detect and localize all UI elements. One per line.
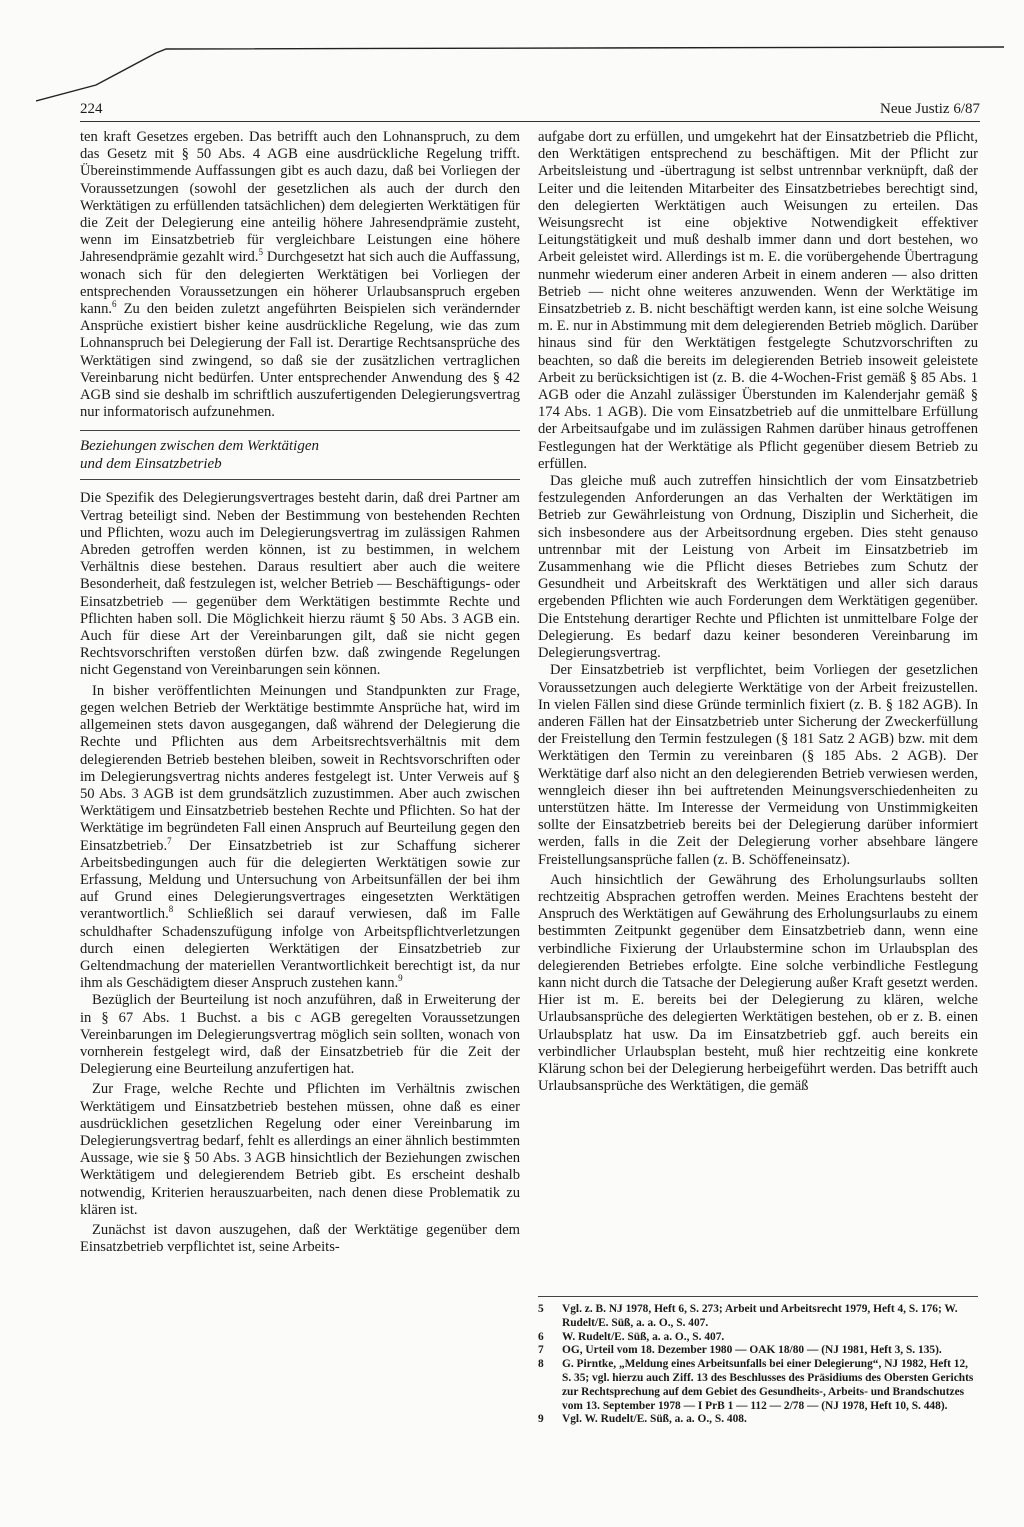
paragraph: Bezüglich der Beurteilung ist noch anzuführen, daß in Erweiterung der in § 67 Abs. 1 Buchst. a bis c AGB geregelten Voraussetzungen Vereinbarungen im Delegierungsvertrag möglich sein sollten, wonach von vornherein festgelegt wird, daß der Einsatzbetrieb für die Zeit der Delegierung eine Beurteilung anzufertigen hat.	[80, 992, 520, 1078]
footnote-ref[interactable]: 5	[258, 247, 263, 258]
paragraph: In bisher veröffentlichten Meinungen und Standpunkten zur Frage, gegen welchen Betrieb der Werktätige bestimmte Ansprüche hat, wird im allgemeinen stets davon ausgegangen, daß während der Delegierung die Rechte und Pflichten aus dem Arbeitsrechtsverhältnis mit dem delegierenden Betrieb bestehen bleiben, soweit in Rechtsvorschriften oder im Delegierungsvertrag nichts anderes festgelegt ist. Unter Verweis auf § 50 Abs. 3 AGB ist dem grundsätzlich zuzustimmen. Aber auch zwischen Werktätigem und Einsatzbetrieb bestehen Rechte und Pflichten. So hat der Werktätige im begründeten Fall einen Anspruch auf Beurteilung gegen den Einsatzbetrieb.$^7$ Der Einsatzbetrieb ist zur Schaffung sicherer Arbeitsbedingungen auch für die delegierten Werktätigen sowie zur Erfassung, Meldung und Untersuchung von Arbeitsunfällen der bei ihm auf Grund eines Delegierungsvertrages eingesetzten Werktätigen verantwortlich.$^8$ Schließlich sei darauf verwiesen, daß im Falle schuldhafter Schadenszufügung infolge von Arbeitspflichtverletzungen durch einen delegierten Werktätigen der Einsatzbetrieb zur Geltendmachung der materiellen Verantwortlichkeit berechtigt ist, da nur ihm als Geschädigtem dieser Anspruch zustehen kann.$^9$	[80, 682, 520, 992]
page-header	[80, 101, 980, 121]
footnote: 6 W. Rudelt/E. Süß, a. a. O., S. 407.	[538, 1330, 725, 1343]
section-rule	[80, 479, 520, 480]
right-column	[538, 129, 978, 1095]
scan-edge-line	[36, 43, 1004, 103]
paragraph: aufgabe dort zu erfüllen, und umgekehrt hat der Einsatzbetrieb die Pflicht, den Werktätigen entsprechend zu beschäftigen. Mit der Pflicht zur Arbeitsleistung und -übertragung ist selbst untrennbar verknüpft, daß der Leiter und die leitenden Mitarbeiter des Einsatzbetriebes berechtigt sind, den delegierten Werktätigen auch Weisungen zu erteilen. Das Weisungsrecht ist eine objektive Notwendigkeit effektiver Leitungstätigkeit und muß deshalb immer dann und dort bestehen, wo Arbeit geleistet wird. Allerdings ist m. E. die vorübergehende Übertragung nunmehr wiederum einer anderen Arbeit in einem anderen — also dritten Betrieb — nicht ohne weiteres anzuwenden. Wenn der Werktätige im Einsatzbetrieb z. B. nicht beschäftigt werden kann, ist eine solche Weisung m. E. nur in Abstimmung mit dem delegierenden Betrieb möglich. Darüber hinaus sind für den Werktätigen festgelegte Schutzvorschriften zu beachten, so daß die bereits im delegierenden Betrieb insoweit geleistete Arbeit zu berücksichtigen ist (z. B. die 4-Wochen-Frist gemäß § 85 Abs. 1 AGB oder die Anzahl zulässiger Überstunden im Kalenderjahr gemäß § 174 Abs. 1 AGB). Die vom Einsatzbetrieb auf die unmittelbare Erfüllung der Arbeitsaufgabe und im zulässigen Rahmen darüber hinaus getroffenen Festlegungen hat der Werktätige als Pflicht gegenüber diesem Betrieb zu erfüllen.	[538, 129, 978, 472]
footnote: 8 G. Pirntke, „Meldung eines Arbeitsunfalls bei einer Delegierung“, NJ 1982, Heft 12, S. 35; vgl. hierzu auch Ziff. 13 des Beschlusses des Präsidiums des Obersten Gerichts zur Rechtsprechung auf dem Gebiet des Gesundheits-, Arbeits- und Brandschutzes vom 13. September 1978 — I PrB 1 — 112 — 2/78 — (NJ 1978, Heft 10, S. 448).	[538, 1358, 974, 1412]
paragraph: ten kraft Gesetzes ergeben. Das betrifft auch den Lohnanspruch, zu dem das Gesetz mit § 50 Abs. 4 AGB eine ausdrückliche Regelung trifft. Übereinstimmende Auffassungen gibt es auch dazu, daß bei Vorliegen der Voraussetzungen (sowohl der gesetzlichen als auch der durch den Werktätigen zu erfüllenden tatsächlichen) dem delegierten Werktätigen für die Zeit der Delegierung eine anteilig höhere Jahresendprämie zusteht, wenn im Einsatzbetrieb für vergleichbare Leistungen eine höhere Jahresendprämie gezahlt wird.$^5$ Durchgesetzt hat sich auch die Auffassung, wonach sich für den delegierten Werktätigen bei Vorliegen der entsprechenden Voraussetzungen ein höherer Urlaubsanspruch ergeben kann.$^6$ Zu den beiden zuletzt angeführten Beispielen sich verändernder Ansprüche existiert bisher keine ausdrückliche Regelung, wie das zum Lohnanspruch bei Delegierung der Fall ist. Derartige Rechtsansprüche des Werktätigen sind zwingend, so daß sie der zusätzlichen vertraglichen Vereinbarung nicht bedürfen. Unter entsprechender Anwendung des § 42 AGB sind sie deshalb im schriftlich auszufertigenden Delegierungsvertrag nur informatorisch aufzunehmen.	[80, 129, 520, 421]
footnote: 5 Vgl. z. B. NJ 1978, Heft 6, S. 273; Arbeit und Arbeitsrecht 1979, Heft 4, S. 176; W. Rudelt/E. Süß, a. a. O., S. 407.	[538, 1303, 958, 1329]
footnote-ref[interactable]: 6	[112, 299, 117, 310]
footnote-ref[interactable]: 9	[398, 973, 403, 984]
section-rule	[80, 430, 520, 431]
paragraph: Auch hinsichtlich der Gewährung des Erholungsurlaubs sollten rechtzeitig Absprachen getroffen werden. Meines Erachtens besteht der Anspruch des Werktätigen auf Gewährung des Erholungsurlaubs zu einem bestimmten Zeitpunkt gegenüber dem Einsatzbetrieb dann, wenn eine verbindliche Fixierung der Urlaubstermine schon im Urlaubsplan des delegierenden Betriebes erfolgte. Eine solche verbindliche Festlegung kann nicht durch die Tatsache der Delegierung außer Kraft gesetzt werden. Hier ist m. E. bereits bei der Delegierung zu klären, welche Urlaubsansprüche des delegierten Werktätigen bestehen, ob er z. B. einen Urlaubsplatz hat usw. Da im Einsatzbetrieb ggf. auch bereits ein verbindlicher Urlaubsplan besteht, muß hier rechtzeitig eine konkrete Klärung schon bei der Delegierung herbeigeführt werden. Das betrifft auch Urlaubsansprüche des Werktätigen, die gemäß	[538, 871, 978, 1095]
paragraph: Die Spezifik des Delegierungsvertrages besteht darin, daß drei Partner am Vertrag beteiligt sind. Neben der Bestimmung von bestehenden Rechten und Pflichten, wozu auch im Delegierungsvertrag im zulässigen Rahmen Abreden getroffen werden können, ist zu bestimmen, in welchem Verhältnis diese bestehen. Daraus resultiert aber auch die weitere Besonderheit, daß festzulegen ist, welcher Betrieb — Beschäftigungs- oder Einsatzbetrieb — gegenüber dem Werktätigen bestimmte Rechte und Pflichten haben soll. Die Möglichkeit hierzu räumt § 50 Abs. 3 AGB ein. Auch für diese Art der Vereinbarungen gilt, daß sie nicht gegen Rechtsvorschriften verstoßen dürfen bzw. daß zwingende Regelungen nicht Gegenstand von Vereinbarungen sein können.	[80, 490, 520, 679]
paragraph: Zur Frage, welche Rechte und Pflichten im Verhältnis zwischen Werktätigem und Einsatzbetrieb bestehen müssen, ohne daß es einer ausdrücklichen gesetzlichen Regelung oder einer Vereinbarung im Delegierungsvertrag bedarf, fehlt es allerdings an einer ähnlich bestimmten Aussage, wie sie § 50 Abs. 3 AGB hinsichtlich der Beziehungen zwischen Werktätigem und delegierendem Betrieb gibt. Es erscheint deshalb notwendig, Kriterien herauszuarbeiten, nach denen diese Problematik zu klären ist.	[80, 1081, 520, 1218]
left-column	[80, 129, 520, 1256]
footnote-ref[interactable]: 8	[168, 904, 174, 915]
footnote: 7 OG, Urteil vom 18. Dezember 1980 — OAK 18/80 — (NJ 1981, Heft 3, S. 135).	[538, 1344, 942, 1357]
section-heading: Beziehungen zwischen dem Werktätigen und dem Einsatzbetrieb	[80, 438, 319, 473]
footnote-ref[interactable]: 7	[167, 835, 172, 846]
paragraph: Das gleiche muß auch zutreffen hinsichtlich der vom Einsatzbetrieb festzulegenden Anforderungen an das Verhalten der Werktätigen im Betrieb zur Gewährleistung von Ordnung, Disziplin und Sicherheit, die sich insbesondere aus der Arbeitsordnung ergeben. Dies steht genauso untrennbar mit der Leistung von Arbeit im Einsatzbetrieb im Zusammenhang wie die Pflicht dieses Betriebes zum Schutz der Gesundheit und Arbeitskraft des Werktätigen und aller sich daraus ergebenden Pflichten wie auch Forderungen dem Werktätigen gegenüber. Die Entstehung derartiger Rechte und Pflichten ist unmittelbare Folge der Delegierung. Es bedarf dazu keiner besonderen Vereinbarung im Delegierungsvertrag.	[538, 473, 978, 662]
page-number: 224	[80, 101, 103, 117]
footnotes	[538, 1303, 978, 1427]
paragraph: Der Einsatzbetrieb ist verpflichtet, beim Vorliegen der gesetzlichen Voraussetzungen auch delegierte Werktätige von der Arbeit freizustellen. In vielen Fällen sind diese Gründe terminlich fixiert (z. B. § 182 AGB). In anderen Fällen hat der Einsatzbetrieb unter Sicherung der Zweckerfüllung der Freistellung den Termin festzulegen (§ 181 Satz 2 AGB) bzw. mit dem Werktätigen den Termin zu vereinbaren (§ 185 Abs. 2 AGB). Der Werktätige darf also nicht an den delegierenden Betrieb verwiesen werden, wenngleich dieser ihn bei auftretenden Meinungsverschiedenheiten zu unterstützen hätte. Im Interesse der Vermeidung von Unstimmigkeiten sollte der Einsatzbetrieb bereits bei der Delegierung darüber informiert werden, falls in die Zeit der Delegierung vorher absehbare längere Freistellungsansprüche fallen (z. B. Schöffeneinsatz).	[538, 662, 978, 868]
journal-issue: Neue Justiz 6/87	[880, 101, 980, 117]
paragraph: Zunächst ist davon auszugehen, daß der Werktätige gegenüber dem Einsatzbetrieb verpflichtet ist, seine Arbeits-	[80, 1221, 520, 1256]
footnote-rule	[538, 1296, 978, 1297]
header-rule	[80, 121, 980, 122]
footnote: 9 Vgl. W. Rudelt/E. Süß, a. a. O., S. 408.	[538, 1413, 747, 1426]
